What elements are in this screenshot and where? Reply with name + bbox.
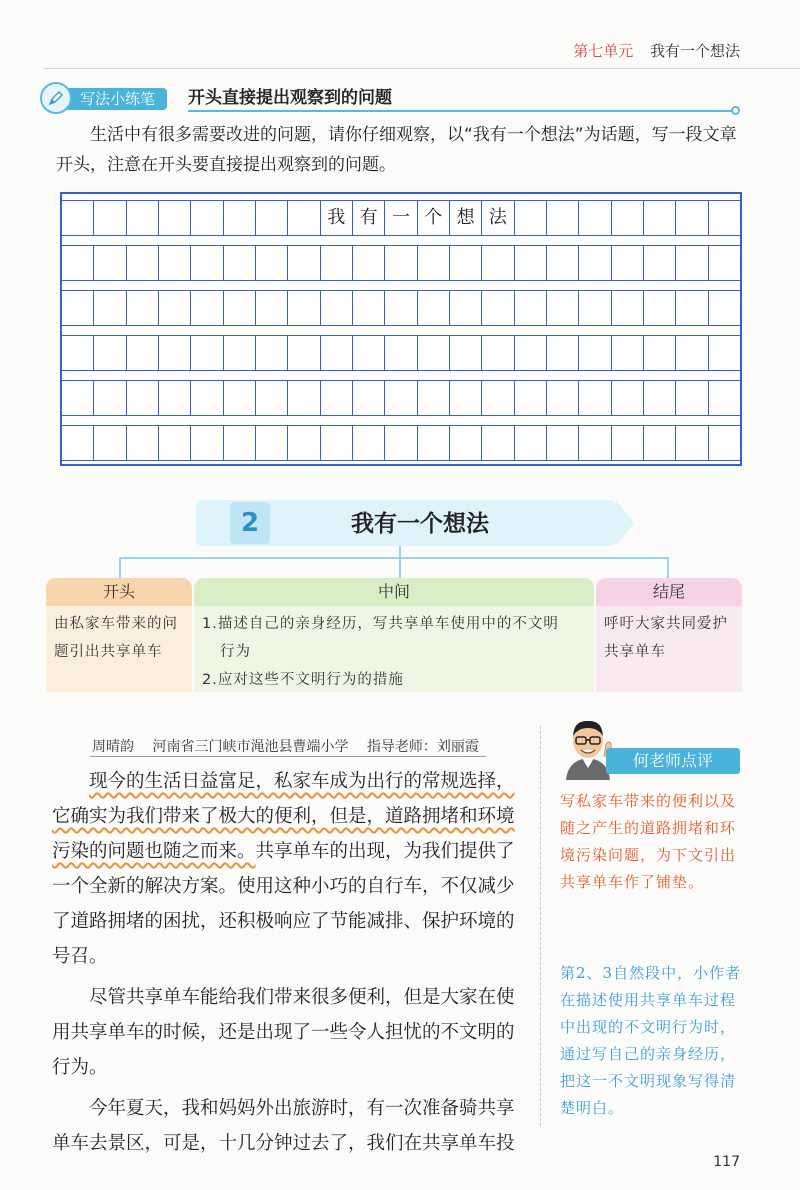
essay-paragraph-2: 尽管共享单车能给我们带来很多便利，但是大家在使用共享单车的时候，还是出现了一些令人担忧的不文明的行为。 xyxy=(52,987,515,1078)
grid-row[interactable] xyxy=(62,380,740,416)
grid-cell[interactable] xyxy=(417,381,449,415)
grid-cell[interactable] xyxy=(449,381,481,415)
grid-cell[interactable] xyxy=(514,291,546,325)
grid-cell[interactable] xyxy=(190,246,222,280)
grid-cell[interactable] xyxy=(223,246,255,280)
grid-cell[interactable] xyxy=(287,381,319,415)
grid-cell[interactable] xyxy=(546,381,578,415)
grid-cell[interactable] xyxy=(675,336,707,370)
grid-cell[interactable] xyxy=(578,246,610,280)
grid-cell[interactable] xyxy=(287,291,319,325)
grid-cell[interactable] xyxy=(320,291,352,325)
grid-cell[interactable] xyxy=(578,291,610,325)
grid-cell[interactable] xyxy=(62,336,93,370)
grid-cell[interactable] xyxy=(481,336,513,370)
grid-cell[interactable] xyxy=(449,291,481,325)
grid-cell[interactable] xyxy=(708,336,740,370)
grid-cell[interactable] xyxy=(546,426,578,460)
structure-middle-item-1-cont: 行为 xyxy=(220,644,251,660)
grid-cell[interactable] xyxy=(675,246,707,280)
grid-cell[interactable] xyxy=(546,336,578,370)
grid-cell[interactable] xyxy=(62,201,93,235)
essay-paragraph-1 xyxy=(52,764,532,974)
grid-row[interactable] xyxy=(62,245,740,281)
byline xyxy=(92,736,493,756)
grid-cell[interactable] xyxy=(158,426,190,460)
grid-cell[interactable] xyxy=(126,246,158,280)
grid-cell[interactable] xyxy=(190,381,222,415)
grid-cell[interactable] xyxy=(352,246,384,280)
grid-cell[interactable] xyxy=(190,426,222,460)
header-divider xyxy=(44,68,800,69)
grid-cell[interactable] xyxy=(255,336,287,370)
grid-cell[interactable] xyxy=(320,426,352,460)
grid-cell[interactable] xyxy=(93,426,125,460)
grid-cell[interactable] xyxy=(675,381,707,415)
grid-cell[interactable] xyxy=(158,201,190,235)
unit-label: 第七单元 xyxy=(573,42,634,60)
practice-instruction: 生活中有很多需要改进的问题，请你仔细观察，以“我有一个想法”为话题，写一段文章开头，注意在开头要直接提出观察到的问题。 xyxy=(56,125,737,175)
structure-middle-text xyxy=(194,606,594,692)
essay-paragraph-1-rest: 共享单车的出现，为我们提供了一个全新的解决方案。使用这种小巧的自行车，不仅减少了道路拥堵的困扰，还积极响应了节能减排、保护环境的号召。 xyxy=(52,841,515,967)
grid-cell[interactable] xyxy=(190,291,222,325)
grid-cell[interactable] xyxy=(546,201,578,235)
practice-topic: 开头直接提出观察到的问题 xyxy=(188,88,392,108)
structure-opening-content: 由私家车带来的问题引出共享单车 xyxy=(54,616,178,660)
grid-cell[interactable] xyxy=(675,201,707,235)
grid-cell[interactable] xyxy=(62,381,93,415)
grid-cell[interactable] xyxy=(611,336,643,370)
teacher-comment-1: 写私家车带来的便利以及随之产生的道路拥堵和环境污染问题，为下文引出共享单车作了铺垫。 xyxy=(560,792,737,891)
page-header xyxy=(573,40,740,61)
grid-cell[interactable] xyxy=(223,426,255,460)
grid-cell[interactable] xyxy=(643,381,675,415)
grid-cell[interactable] xyxy=(190,336,222,370)
grid-cell[interactable] xyxy=(546,291,578,325)
teacher-comment-badge: 何老师点评 xyxy=(606,748,740,774)
essay-number: 2 xyxy=(230,502,270,544)
grid-cell[interactable] xyxy=(417,336,449,370)
grid-cell[interactable] xyxy=(158,291,190,325)
grid-cell[interactable] xyxy=(417,246,449,280)
grid-cell[interactable] xyxy=(352,336,384,370)
grid-cell[interactable] xyxy=(93,381,125,415)
grid-cell[interactable] xyxy=(93,201,125,235)
author-school: 河南省三门峡市渑池县曹端小学 xyxy=(152,739,349,755)
grid-cell[interactable] xyxy=(514,426,546,460)
structure-middle-label: 中间 xyxy=(194,578,594,606)
grid-cell[interactable] xyxy=(223,291,255,325)
grid-cell[interactable] xyxy=(287,336,319,370)
structure-ending-label: 结尾 xyxy=(596,578,742,606)
grid-cell[interactable] xyxy=(643,291,675,325)
grid-cell[interactable] xyxy=(320,381,352,415)
grid-cell[interactable] xyxy=(417,426,449,460)
grid-cell[interactable] xyxy=(611,381,643,415)
grid-row[interactable] xyxy=(62,425,740,461)
grid-cell[interactable] xyxy=(708,381,740,415)
grid-cell[interactable] xyxy=(126,291,158,325)
grid-cell[interactable] xyxy=(223,336,255,370)
structure-ending-content: 呼吁大家共同爱护共享单车 xyxy=(604,616,728,660)
grid-cell[interactable] xyxy=(255,201,287,235)
grid-cell[interactable] xyxy=(384,291,416,325)
grid-cell[interactable] xyxy=(384,426,416,460)
grid-title-char[interactable]: 法 xyxy=(481,201,513,235)
grid-cell[interactable] xyxy=(287,246,319,280)
grid-cell[interactable] xyxy=(611,201,643,235)
grid-cell[interactable] xyxy=(255,426,287,460)
grid-cell[interactable] xyxy=(352,426,384,460)
grid-cell[interactable] xyxy=(190,201,222,235)
grid-cell[interactable] xyxy=(158,381,190,415)
grid-title-char[interactable]: 一 xyxy=(384,201,416,235)
grid-cell[interactable] xyxy=(417,291,449,325)
grid-cell[interactable] xyxy=(708,426,740,460)
grid-title-char[interactable]: 我 xyxy=(320,201,352,235)
essay-title: 我有一个想法 xyxy=(351,510,489,537)
byline-underline xyxy=(90,756,486,757)
grid-row[interactable] xyxy=(62,335,740,371)
grid-cell[interactable] xyxy=(352,381,384,415)
grid-cell[interactable] xyxy=(384,381,416,415)
practice-underline xyxy=(188,110,734,112)
grid-cell[interactable] xyxy=(578,381,610,415)
grid-title-char[interactable]: 有 xyxy=(352,201,384,235)
grid-cell[interactable] xyxy=(384,246,416,280)
grid-cell[interactable] xyxy=(546,246,578,280)
grid-cell[interactable] xyxy=(93,246,125,280)
grid-cell[interactable] xyxy=(126,201,158,235)
grid-cell[interactable] xyxy=(578,201,610,235)
grid-cell[interactable] xyxy=(643,246,675,280)
grid-row-title[interactable] xyxy=(62,200,740,236)
page-number: 117 xyxy=(713,1154,740,1170)
grid-cell[interactable] xyxy=(384,336,416,370)
grid-cell[interactable] xyxy=(320,336,352,370)
advising-teacher: 指导老师：刘丽霞 xyxy=(366,739,479,755)
grid-cell[interactable] xyxy=(449,246,481,280)
grid-cell[interactable] xyxy=(675,426,707,460)
grid-cell[interactable] xyxy=(708,201,740,235)
grid-cell[interactable] xyxy=(287,426,319,460)
grid-cell[interactable] xyxy=(611,291,643,325)
grid-cell[interactable] xyxy=(514,246,546,280)
column-divider xyxy=(540,726,541,1126)
grid-cell[interactable] xyxy=(578,336,610,370)
grid-cell[interactable] xyxy=(643,426,675,460)
grid-cell[interactable] xyxy=(352,291,384,325)
grid-cell[interactable] xyxy=(126,381,158,415)
structure-opening-label: 开头 xyxy=(46,578,192,606)
grid-cell[interactable] xyxy=(62,426,93,460)
grid-cell[interactable] xyxy=(158,336,190,370)
grid-cell[interactable] xyxy=(514,201,546,235)
grid-cell[interactable] xyxy=(449,426,481,460)
grid-cell[interactable] xyxy=(643,201,675,235)
grid-cell[interactable] xyxy=(223,201,255,235)
structure-opening-text xyxy=(46,606,192,692)
grid-cell[interactable] xyxy=(675,291,707,325)
grid-cell[interactable] xyxy=(255,291,287,325)
grid-cell[interactable] xyxy=(481,426,513,460)
grid-cell[interactable] xyxy=(320,246,352,280)
grid-cell[interactable] xyxy=(62,291,93,325)
grid-title-char[interactable]: 个 xyxy=(417,201,449,235)
practice-section-bar xyxy=(40,86,740,110)
practice-line-end-dot xyxy=(731,106,740,115)
grid-row[interactable] xyxy=(62,290,740,326)
grid-cell[interactable] xyxy=(708,291,740,325)
grid-cell[interactable] xyxy=(62,246,93,280)
author-name: 周晴韵 xyxy=(92,739,134,755)
essay-body xyxy=(52,764,532,1167)
grid-cell[interactable] xyxy=(611,426,643,460)
grid-cell[interactable] xyxy=(643,336,675,370)
teacher-comment-2: 第2、3自然段中，小作者在描述使用共享单车过程中出现的不文明行为时，通过写自己的亲身经历，把这一不文明现象写得清楚明白。 xyxy=(560,964,742,1117)
grid-cell[interactable] xyxy=(578,426,610,460)
grid-cell[interactable] xyxy=(223,381,255,415)
grid-cell[interactable] xyxy=(481,246,513,280)
underlined-sentence: 现今的生活日益富足，私家车成为出行的常规选择，它确实为我们带来了极大的便利，但是，道路拥堵和环境污染的问题也随之而来。 xyxy=(52,771,515,862)
grid-cell[interactable] xyxy=(481,291,513,325)
grid-cell[interactable] xyxy=(255,246,287,280)
grid-cell[interactable] xyxy=(708,246,740,280)
grid-cell[interactable] xyxy=(514,336,546,370)
grid-cell[interactable] xyxy=(449,336,481,370)
grid-cell[interactable] xyxy=(287,201,319,235)
grid-title-char[interactable]: 想 xyxy=(449,201,481,235)
grid-cell[interactable] xyxy=(255,381,287,415)
grid-cell[interactable] xyxy=(481,381,513,415)
grid-cell[interactable] xyxy=(514,381,546,415)
structure-ending-text xyxy=(596,606,742,692)
essay-paragraph-3: 今年夏天，我和妈妈外出旅游时，有一次准备骑共享单车去景区，可是，十几分钟过去了，我们在共享单车投 xyxy=(52,1098,515,1154)
writing-grid[interactable] xyxy=(60,192,742,466)
grid-cell[interactable] xyxy=(158,246,190,280)
grid-cell[interactable] xyxy=(93,336,125,370)
grid-cell[interactable] xyxy=(611,246,643,280)
structure-middle-item-2: 2.应对这些不文明行为的措施 xyxy=(202,672,404,688)
grid-cell[interactable] xyxy=(126,426,158,460)
grid-cell[interactable] xyxy=(93,291,125,325)
unit-title: 我有一个想法 xyxy=(649,42,740,60)
pencil-icon xyxy=(40,82,72,114)
structure-middle-item-1: 1.描述自己的亲身经历，写共享单车使用中的不文明 xyxy=(202,616,559,632)
grid-cell[interactable] xyxy=(126,336,158,370)
practice-tag: 写法小练笔 xyxy=(64,88,167,110)
